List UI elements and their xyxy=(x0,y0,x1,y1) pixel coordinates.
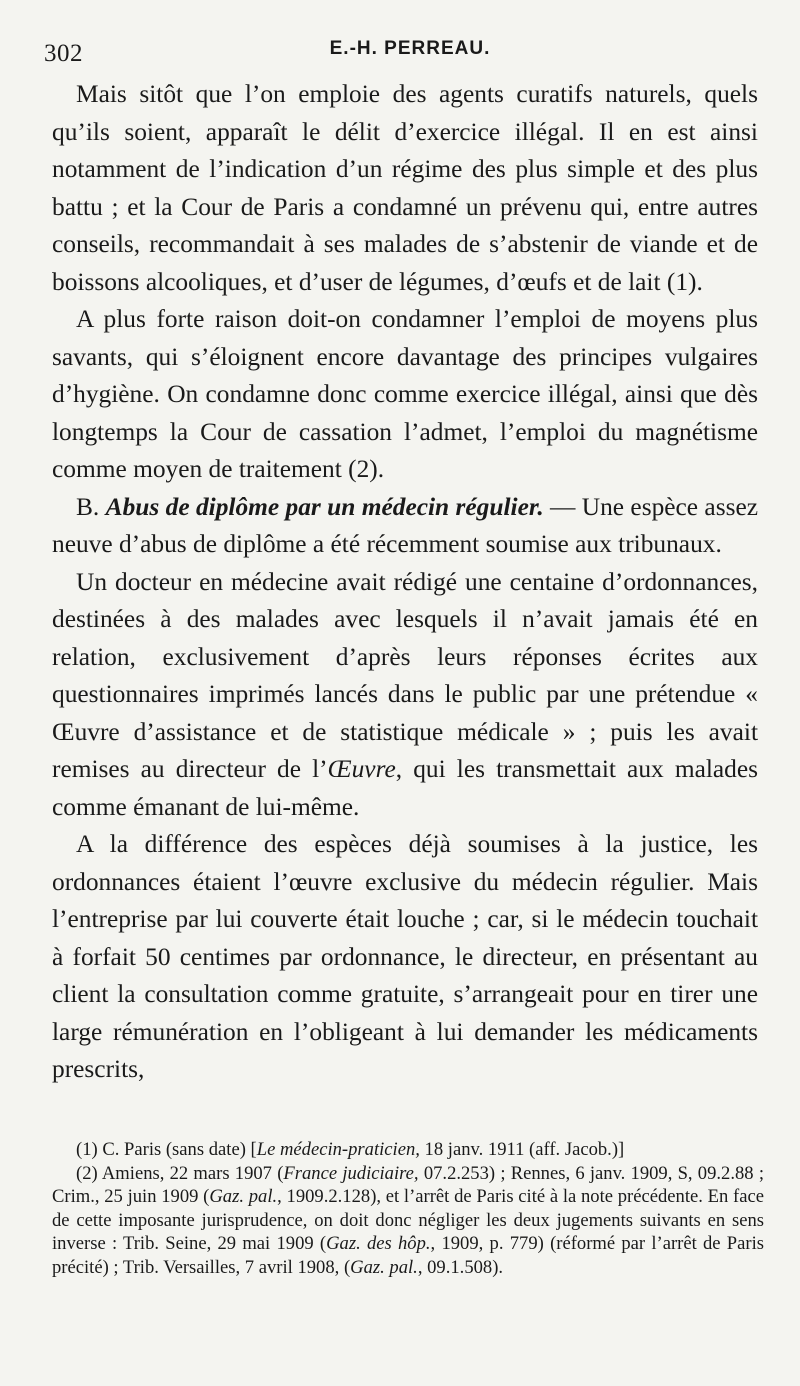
footnote-italic: Gaz. des hôp. xyxy=(326,1233,431,1254)
footnote-italic: Gaz. pal. xyxy=(350,1256,418,1278)
running-head: E.-H. PERREAU. xyxy=(329,38,491,59)
footnote-text: (2) Amiens, 22 mars 1907 ( xyxy=(76,1162,284,1184)
footnote-italic: Le médecin-praticien, xyxy=(256,1139,420,1160)
section-letter: B. xyxy=(76,492,100,521)
footnote-text: , 09.1.508). xyxy=(417,1256,504,1278)
paragraph xyxy=(52,564,758,827)
page-number: 302 xyxy=(44,40,83,67)
footnote-italic: Gaz. pal. xyxy=(209,1186,278,1207)
section-paragraph xyxy=(52,489,758,564)
paragraph-text: , qui les transmettait aux malades comme émanant de lui-même. xyxy=(52,755,759,821)
footnote-text: 07.2.253) ; Rennes, 6 janv. 1909, S, 09.2.88 ; Crim., 25 juin 1909 ( xyxy=(52,1162,764,1207)
paragraph: A plus forte raison doit-on condamner l’emploi de moyens plus savants, qui s’éloignent encore davantage des principes vulgaires d’hygiène. On condamne donc comme exercice illégal, ainsi que dès longtemps la Cour de cassation l’admet, l’emploi du magnétisme comme moyen de traitement (2). xyxy=(52,305,758,483)
paragraph: A la différence des espèces déjà soumises à la justice, les ordonnances étaient l’œuvre exclusive du médecin régulier. Mais l’entreprise par lui couverte était louche ; car, si le médecin touchait à forfait 50 centimes par ordonnance, le directeur, en présentant au client la consultation comme gratuite, s’arrangeait pour en tirer une large rémunération en l’obligeant à lui demander les médicaments prescrits, xyxy=(52,830,758,1083)
footnote-italic: France judiciaire, xyxy=(283,1162,419,1184)
footnote-2 xyxy=(52,1162,764,1280)
footnote-text: , 1909.2.128), et l’arrêt de Paris cité à la note précédente. En face de cette imposante jurisprudence, on doit donc négliger les deux jugements suivants en sens inverse : Trib. Seine, 29 mai 1909 ( xyxy=(52,1186,764,1254)
footnotes xyxy=(52,1138,764,1279)
paragraph-text: Un docteur en médecine avait rédigé une centaine d’ordonnances, destinées à des malades avec lesquels il n’avait jamais été en relation, exclusivement d’après leurs réponses écrites aux questionnaires imprimés lancés dans le public par une prétendue « Œuvre d’assistance et de statistique médicale » ; puis les avait remises au directeur de l’ xyxy=(52,567,758,783)
footnote-1 xyxy=(52,1138,764,1162)
body-text xyxy=(52,76,758,1089)
paragraph: Mais sitôt que l’on emploie des agents curatifs naturels, quels qu’ils soient, apparaît le délit d’exercice illégal. Il en est ainsi notamment de l’indication d’un régime des plus simple et des plus battu ; et la Cour de Paris a condamné un prévenu qui, entre autres conseils, recommandait à ses malades de s’abstenir de viande et de boissons alcooliques, et d’user de légumes, d’œufs et de lait (1). xyxy=(52,80,758,296)
footnote-text: , 1909, p. 779) (réformé par l’arrêt de Paris précité) ; Trib. Versailles, 7 avril 1908, ( xyxy=(52,1233,764,1278)
italic-text: Œuvre xyxy=(327,755,396,783)
footnote-text: (1) C. Paris (sans date) [ xyxy=(76,1139,257,1160)
section-text: — Une espèce assez neuve d’abus de diplôme a été récemment soumise aux tribunaux. xyxy=(52,492,759,558)
footnote-text: 18 janv. 1911 (aff. Jacob.)] xyxy=(419,1139,625,1160)
section-heading: Abus de diplôme par un médecin régulier. xyxy=(105,492,544,521)
